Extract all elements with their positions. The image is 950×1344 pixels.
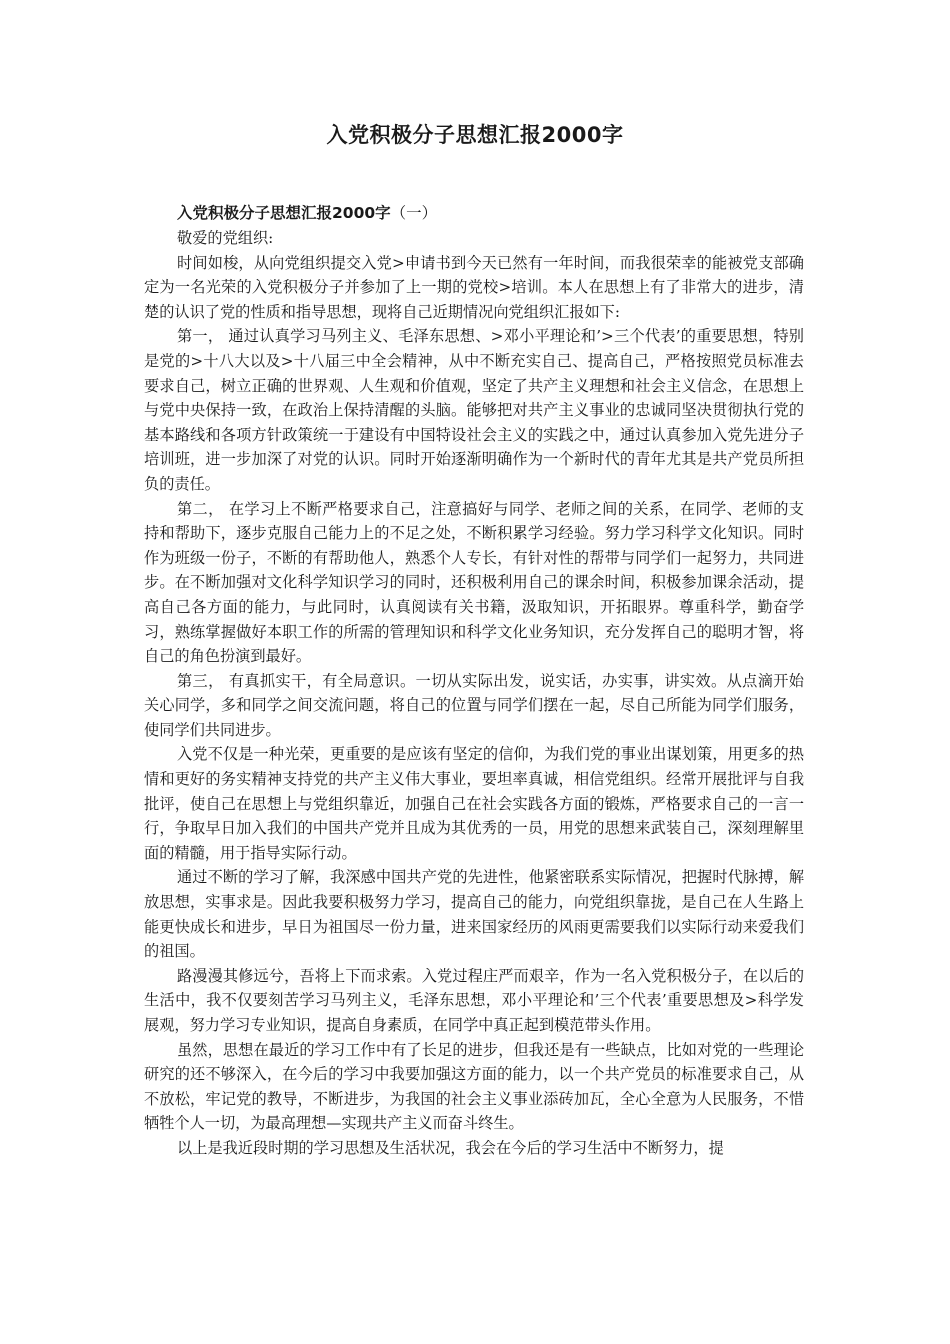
paragraph-second: 第二， 在学习上不断严格要求自己，注意搞好与同学、老师之间的关系，在同学、老师的支持和帮助下，逐步克服自己能力上的不足之处，不断积累学习经验。努力学习科学文化知识。同时作为班级一份子，不断的有帮助他人，熟悉个人专长，有针对性的帮带与同学们一起努力，共同进步。在不断加强对文化科学知识学习的同时，还积极利用自己的课余时间，积极参加课余活动，提高自己各方面的能力，与此同时，认真阅读有关书籍，汲取知识，开拓眼界。尊重科学，勤奋学习，熟练掌握做好本职工作的所需的管理知识和科学文化业务知识，充分发挥自己的聪明才智，将自己的角色扮演到最好。 bbox=[144, 499, 804, 666]
paragraph-learning: 通过不断的学习了解，我深感中国共产党的先进性，他紧密联系实际情况，把握时代脉搏，解放思想，实事求是。因此我要积极努力学习，提高自己的能力，向党组织靠拢，是自己在人生路上能更快成长和进步，早日为祖国尽一份力量，进来国家经历的风雨更需要我们以实际行动来爱我们的祖国。 bbox=[144, 868, 804, 961]
section-heading-text: 入党积极分子思想汇报2000字 bbox=[177, 204, 391, 222]
paragraph-first: 第一， 通过认真学习马列主义、毛泽东思想、>邓小平理论和’>三个代表’的重要思想，特别是党的>十八大以及>十八届三中全会精神，从中不断充实自己、提高自己，严格按照党员标准去要求自己，树立正确的世界观、人生观和价值观，坚定了共产主义理想和社会主义信念，在思想上与党中央保持一致，在政治上保持清醒的头脑。能够把对共产主义事业的忠诚同坚决贯彻执行党的基本路线和各项方针政策统一于建设有中国特设社会主义的实践之中，通过认真参加入党先进分子培训班，进一步加深了对党的认识。同时开始逐渐明确作为一个新时代的青年尤其是共产党员所担负的责任。 bbox=[144, 327, 804, 493]
document-body bbox=[144, 200, 804, 1161]
section-heading bbox=[144, 200, 804, 226]
paragraph-road: 路漫漫其修远兮，吾将上下而求索。入党过程庄严而艰辛，作为一名入党积极分子，在以后的生活中，我不仅要刻苦学习马列主义，毛泽东思想，邓小平理论和’三个代表’重要思想及>科学发展观，努力学习专业知识，提高自身素质，在同学中真正起到模范带头作用。 bbox=[144, 966, 804, 1034]
paragraph-shortcomings: 虽然，思想在最近的学习工作中有了长足的进步，但我还是有一些缺点，比如对党的一些理论研究的还不够深入，在今后的学习中我要加强这方面的能力，以一个共产党员的标准要求自己，从不放松，牢记党的教导，不断进步，为我国的社会主义事业添砖加瓦，全心全意为人民服务，不惜牺牲个人一切，为最高理想—实现共产主义而奋斗终生。 bbox=[144, 1040, 804, 1133]
document-title: 入党积极分子思想汇报2000字 bbox=[326, 123, 624, 147]
salutation: 敬爱的党组织: bbox=[177, 229, 274, 247]
section-heading-number: （一） bbox=[390, 204, 438, 222]
paragraph-honor: 入党不仅是一种光荣，更重要的是应该有坚定的信仰，为我们党的事业出谋划策，用更多的热情和更好的务实精神支持党的共产主义伟大事业，要坦率真诚，相信党组织。经常开展批评与自我批评，使自己在思想上与党组织靠近，加强自己在社会实践各方面的锻炼，严格要求自己的一言一行，争取早日加入我们的中国共产党并且成为其优秀的一员，用党的思想来武装自己，深刻理解里面的精髓，用于指导实际行动。 bbox=[144, 745, 804, 862]
paragraph-closing: 以上是我近段时期的学习思想及生活状况，我会在今后的学习生活中不断努力，提 bbox=[177, 1138, 724, 1157]
paragraph-third: 第三， 有真抓实干，有全局意识。一切从实际出发，说实话，办实事，讲实效。从点滴开始关心同学，多和同学之间交流问题，将自己的位置与同学们摆在一起，尽自己所能为同学们服务，使同学们共同进步。 bbox=[144, 671, 804, 739]
paragraph-intro: 时间如梭，从向党组织提交入党>申请书到今天已然有一年时间，而我很荣幸的能被党支部确定为一名光荣的入党积极分子并参加了上一期的党校>培训。本人在思想上有了非常大的进步，清楚的认识了党的性质和指导思想，现将自己近期情况向党组织汇报如下: bbox=[144, 253, 804, 321]
